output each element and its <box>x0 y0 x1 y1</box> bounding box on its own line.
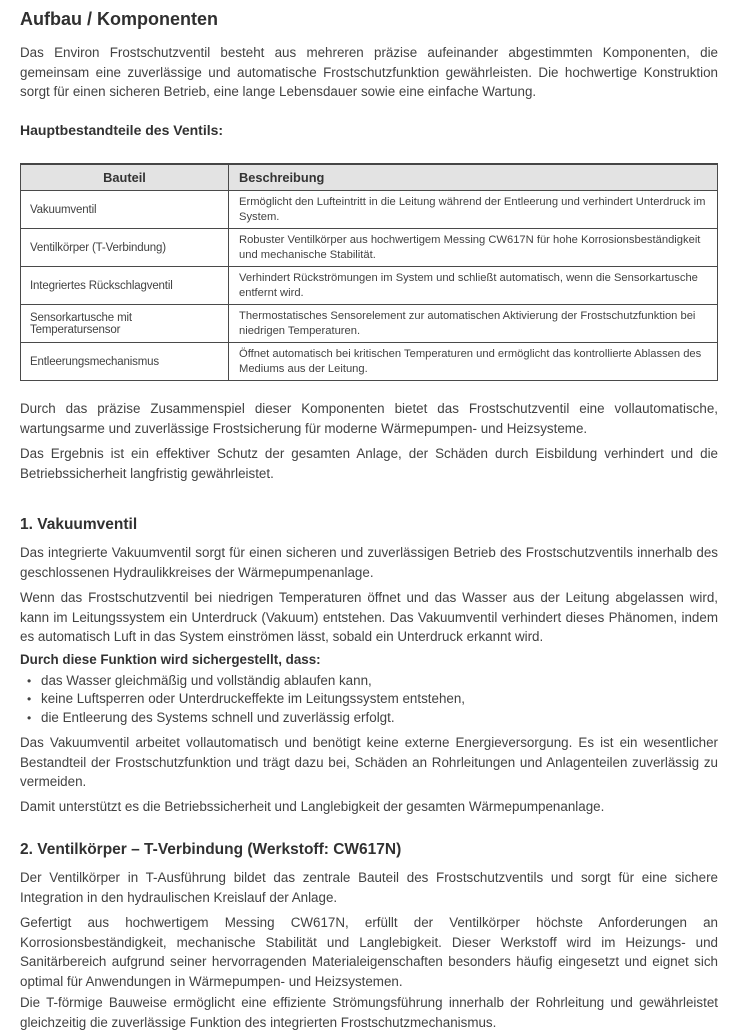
cell-bauteil: Ventilkörper (T-Verbindung) <box>21 229 229 267</box>
section-2-paragraph-1: Der Ventilkörper in T-Ausführung bildet das zentrale Bauteil des Frostschutzventils und sorgt für eine sichere Integration in den hydraulischen Kreislauf der Anlage. <box>20 870 718 905</box>
section-2-heading: 2. Ventilkörper – T-Verbindung (Werkstoff: CW617N) <box>20 841 402 858</box>
cell-beschreibung: Öffnet automatisch bei kritischen Temperaturen und ermöglicht das kontrollierte Ablassen des Mediums aus der Leitung. <box>229 343 718 381</box>
table-row <box>21 191 718 229</box>
bullet-item: • die Entleerung des Systems schnell und zuverlässig erfolgt. <box>20 709 718 728</box>
section-1-heading: 1. Vakuumventil <box>20 516 138 533</box>
page-title: Aufbau / Komponenten <box>20 9 218 29</box>
section-1-paragraph-1: Das integrierte Vakuumventil sorgt für einen sicheren und zuverlässigen Betrieb des Frostschutzventils innerhalb des geschlossenen Hydraulikkreises der Wärmepumpenanlage. <box>20 545 718 580</box>
cell-beschreibung: Verhindert Rückströmungen im System und schließt automatisch, wenn die Sensorkartusche entfernt wird. <box>229 267 718 305</box>
section-1-list-lead: Durch diese Funktion wird sichergestellt, dass: <box>20 651 321 667</box>
bullet-item: • das Wasser gleichmäßig und vollständig ablaufen kann, <box>20 672 718 691</box>
cell-bauteil: Entleerungsmechanismus <box>21 343 229 381</box>
cell-beschreibung: Robuster Ventilkörper aus hochwertigem Messing CW617N für hohe Korrosionsbeständigkeit und mechanische Stabilität. <box>229 229 718 267</box>
table-row <box>21 229 718 267</box>
summary-paragraph-1: Durch das präzise Zusammenspiel dieser Komponenten bietet das Frostschutzventil eine vollautomatische, wartungsarme und zuverlässige Frostsicherung für moderne Wärmepumpen- und Heizsysteme. <box>20 401 718 436</box>
bullet-item: • keine Luftsperren oder Unterdruckeffekte im Leitungssystem entstehen, <box>20 690 718 709</box>
components-table-heading: Hauptbestandteile des Ventils: <box>20 121 224 138</box>
table-row <box>21 305 718 343</box>
components-table <box>20 163 718 382</box>
cell-bauteil: Sensorkartusche mit Temperatursensor <box>21 305 229 343</box>
cell-beschreibung: Thermostatisches Sensorelement zur automatischen Aktivierung der Frostschutzfunktion bei niedrigen Temperaturen. <box>229 305 718 343</box>
cell-bauteil: Integriertes Rückschlagventil <box>21 267 229 305</box>
table-header-row <box>21 164 718 191</box>
column-header-beschreibung: Beschreibung <box>229 164 718 191</box>
table-row <box>21 267 718 305</box>
summary-paragraph-2: Das Ergebnis ist ein effektiver Schutz der gesamten Anlage, der Schäden durch Eisbildung verhindert und die Betriebssicherheit langfristig gewährleistet. <box>20 446 718 481</box>
section-1-bullet-list <box>20 672 718 728</box>
cell-beschreibung: Ermöglicht den Lufteintritt in die Leitung während der Entleerung und verhindert Unterdruck im System. <box>229 191 718 229</box>
cell-bauteil: Vakuumventil <box>21 191 229 229</box>
section-2-paragraph-3: Die T-förmige Bauweise ermöglicht eine effiziente Strömungsführung innerhalb der Rohrleitung und gewährleistet gleichzeitig die zuverlässige Funktion des integrierten Frostschutzmechanismus. <box>20 995 718 1030</box>
intro-paragraph: Das Environ Frostschutzventil besteht aus mehreren präzise aufeinander abgestimmten Komponenten, die gemeinsam eine zuverlässige und automatische Frostschutzfunktion gewährleisten. Die hochwertige Konstruktion sorgt für einen sicheren Betrieb, eine lange Lebensdauer sowie eine einfache Wartung. <box>20 45 718 99</box>
section-1-paragraph-4: Damit unterstützt es die Betriebssicherheit und Langlebigkeit der gesamten Wärmepumpenanlage. <box>20 798 605 814</box>
column-header-bauteil: Bauteil <box>21 164 229 191</box>
table-row <box>21 343 718 381</box>
section-1-paragraph-2: Wenn das Frostschutzventil bei niedrigen Temperaturen öffnet und das Wasser aus der Leitung abgelassen wird, kann im Leitungssystem ein Unterdruck (Vakuum) entstehen. Das Vakuumventil verhindert dieses Phänomen, indem es automatisch Luft in das System einströmen lässt, sobald ein Unterdruck erkannt wird. <box>20 590 718 644</box>
section-2-paragraph-2: Gefertigt aus hochwertigem Messing CW617N, erfüllt der Ventilkörper höchste Anforderungen an Korrosionsbeständigkeit, mechanische Stabilität und Langlebigkeit. Dieser Werkstoff wird im Heizungs- und Sanitärbereich aufgrund seiner hervorragenden Materialeigenschaften besonders häufig eingesetzt und eignet sich optimal für Anwendungen in Wärmepumpen- und Heizsystemen. <box>20 915 718 989</box>
section-1-paragraph-3: Das Vakuumventil arbeitet vollautomatisch und benötigt keine externe Energieversorgung. Es ist ein wesentlicher Bestandteil der Frostschutzfunktion und trägt dazu bei, Schäden an Rohrleitungen und Anlagenteilen zuverlässig zu vermeiden. <box>20 735 718 789</box>
